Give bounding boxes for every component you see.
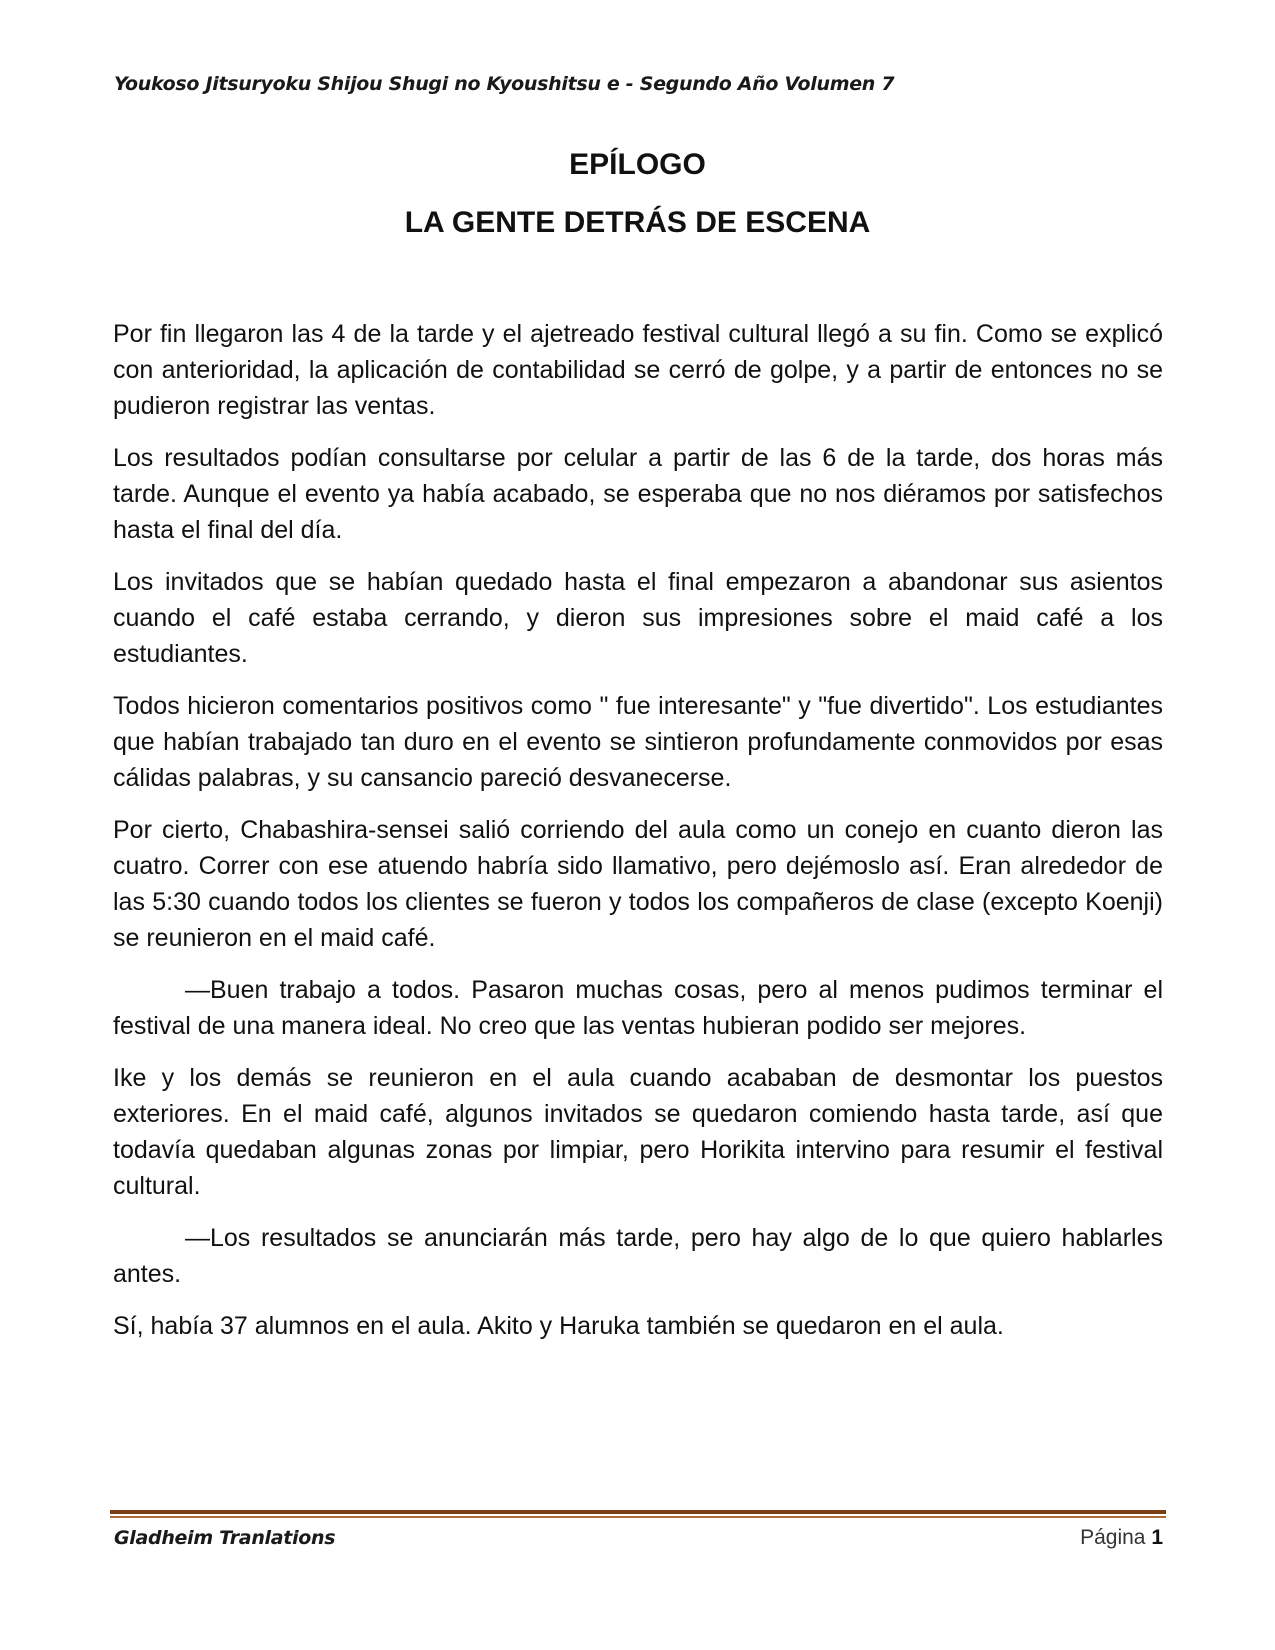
dialogue-paragraph: —Buen trabajo a todos. Pasaron muchas cosas, pero al menos pudimos terminar el festival de una manera ideal. No creo que las ventas hubieran podido ser mejores. <box>113 976 1163 1040</box>
page-number-block <box>1080 1526 1163 1550</box>
chapter-heading <box>0 148 1275 240</box>
footer-divider-thick <box>110 1510 1166 1514</box>
footer-divider <box>110 1510 1166 1519</box>
body-text <box>113 316 1163 1360</box>
dialogue-paragraph: —Los resultados se anunciarán más tarde, pero hay algo de lo que quiero hablarles antes. <box>113 1224 1163 1288</box>
footer-credit: Gladheim Tranlations <box>114 1527 336 1549</box>
running-header-title: Youkoso Jitsuryoku Shijou Shugi no Kyoushitsu e - Segundo Año Volumen 7 <box>114 73 895 95</box>
footer-divider-thin <box>110 1516 1166 1518</box>
paragraph: Sí, había 37 alumnos en el aula. Akito y Haruka también se quedaron en el aula. <box>113 1312 1004 1340</box>
chapter-label: EPÍLOGO <box>569 148 706 181</box>
paragraph: Los resultados podían consultarse por celular a partir de las 6 de la tarde, dos horas más tarde. Aunque el evento ya había acabado, se esperaba que no nos diéramos por satisfechos hasta el final del día. <box>113 444 1163 544</box>
page-number: 1 <box>1151 1526 1163 1549</box>
paragraph: Ike y los demás se reunieron en el aula cuando acababan de desmontar los puestos exteriores. En el maid café, algunos invitados se quedaron comiendo hasta tarde, así que todavía quedaban algunas zonas por limpiar, pero Horikita intervino para resumir el festival cultural. <box>113 1064 1163 1200</box>
chapter-title: LA GENTE DETRÁS DE ESCENA <box>404 206 871 239</box>
paragraph: Por cierto, Chabashira-sensei salió corriendo del aula como un conejo en cuanto dieron las cuatro. Correr con ese atuendo habría sido llamativo, pero dejémoslo así. Eran alrededor de las 5:30 cuando todos los clientes se fueron y todos los compañeros de clase (excepto Koenji) se reunieron en el maid café. <box>113 816 1163 952</box>
paragraph: Todos hicieron comentarios positivos como " fue interesante" y "fue divertido". Los estudiantes que habían trabajado tan duro en el evento se sintieron profundamente conmovidos por esas cálidas palabras, y su cansancio pareció desvanecerse. <box>113 692 1163 792</box>
paragraph: Los invitados que se habían quedado hasta el final empezaron a abandonar sus asientos cuando el café estaba cerrando, y dieron sus impresiones sobre el maid café a los estudiantes. <box>113 568 1163 668</box>
paragraph: Por fin llegaron las 4 de la tarde y el ajetreado festival cultural llegó a su fin. Como se explicó con anterioridad, la aplicación de contabilidad se cerró de golpe, y a partir de entonces no se pudieron registrar las ventas. <box>113 320 1163 420</box>
page-label: Página <box>1080 1526 1146 1549</box>
